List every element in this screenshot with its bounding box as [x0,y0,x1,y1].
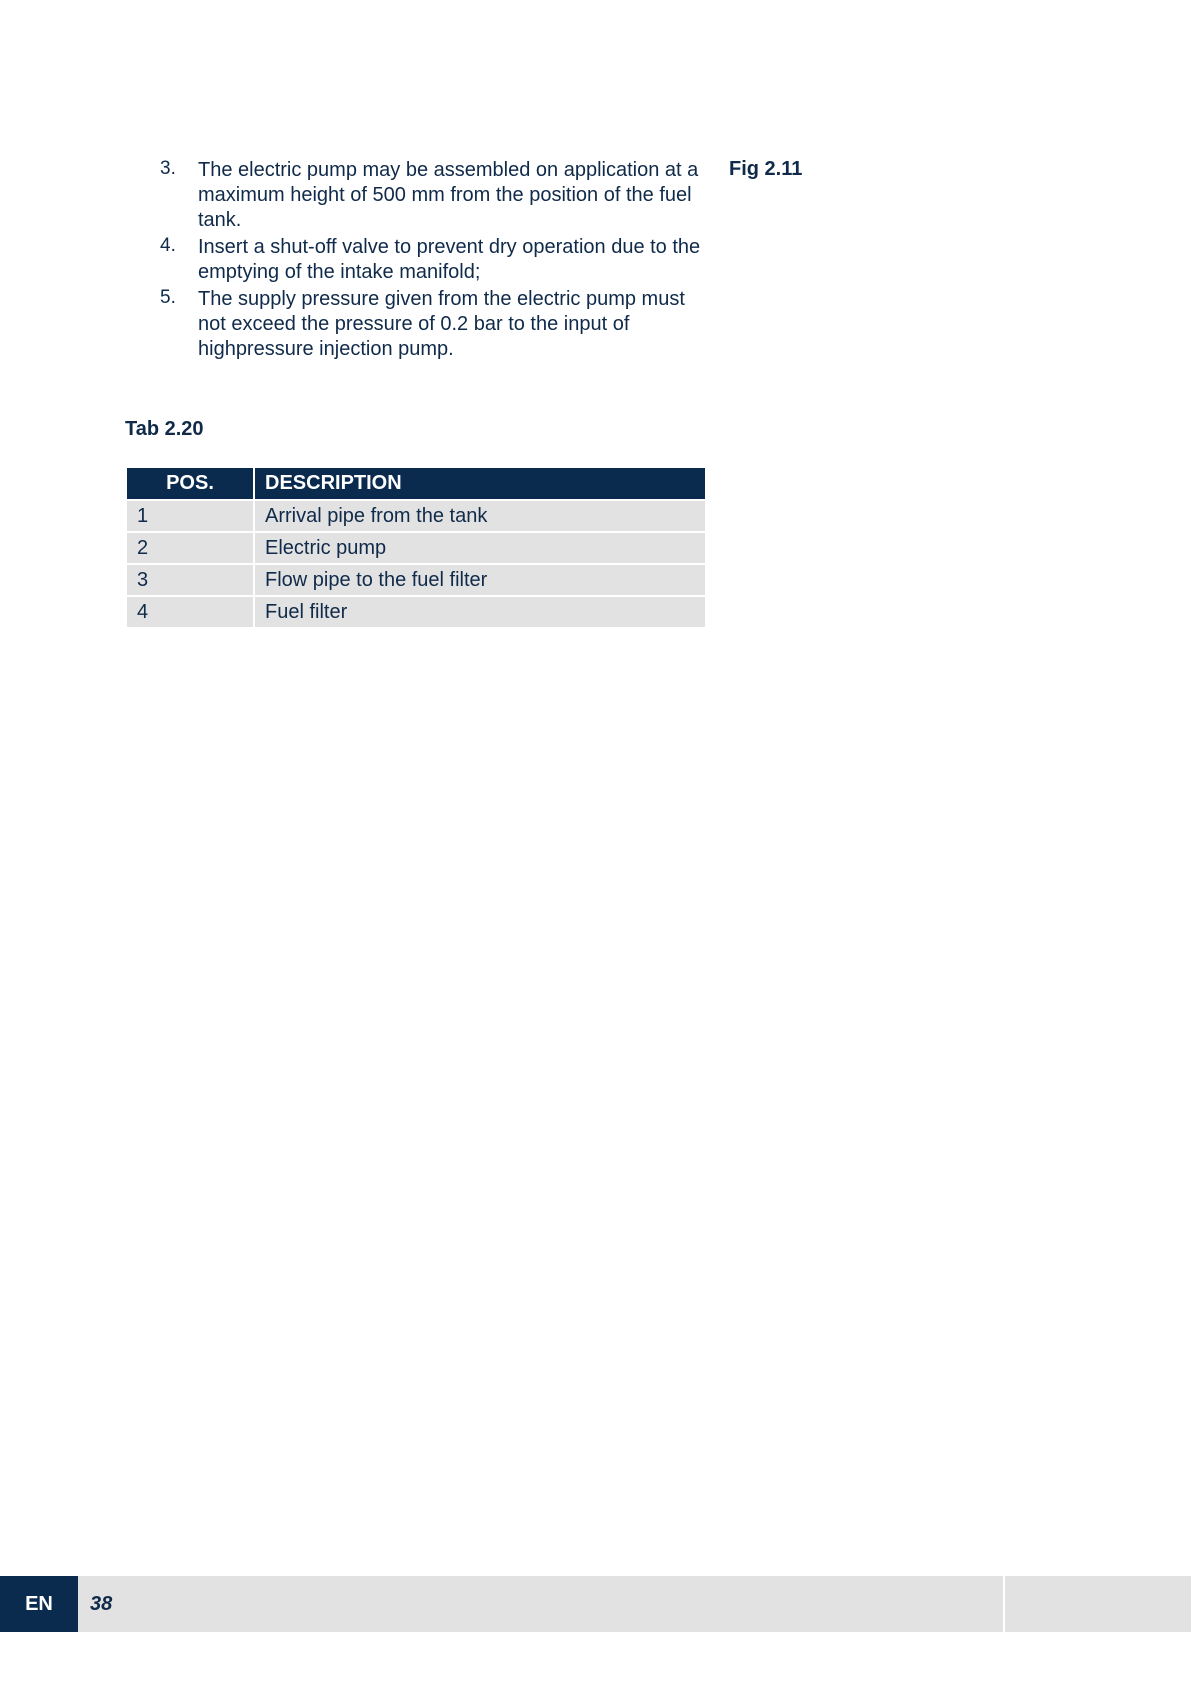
instruction-step [160,158,705,233]
table-label: Tab 2.20 [125,418,204,440]
description-cell: Fuel filter [255,597,705,627]
description-cell: Electric pump [255,533,705,563]
instruction-list [160,158,705,364]
pos-cell: 4 [127,597,253,627]
table-row [127,501,705,531]
page-number: 38 [90,1593,113,1615]
table-header-row [127,468,705,499]
step-text: The supply pressure given from the electric pump must not exceed the pressure of 0.2 bar to the input of highpressure injection pump. [198,288,685,360]
step-text: The electric pump may be assembled on application at a maximum height of 500 mm from the position of the fuel tank. [198,159,699,231]
page-footer [0,1576,1191,1632]
step-number: 3. [160,158,176,179]
instruction-step [160,287,705,362]
step-number: 5. [160,287,176,308]
table-row [127,565,705,595]
pos-cell: 3 [127,565,253,595]
pos-cell: 1 [127,501,253,531]
description-cell: Arrival pipe from the tank [255,501,705,531]
table-row [127,597,705,627]
figure-label: Fig 2.11 [729,158,803,180]
step-text: Insert a shut-off valve to prevent dry operation due to the emptying of the intake manifold; [198,236,701,283]
pos-column-header: POS. [127,468,253,499]
instruction-step [160,235,705,285]
language-badge: EN [0,1576,78,1632]
description-table [125,466,707,629]
table-row [127,533,705,563]
pos-cell: 2 [127,533,253,563]
description-cell: Flow pipe to the fuel filter [255,565,705,595]
footer-divider [1003,1576,1005,1632]
step-number: 4. [160,235,176,256]
description-column-header: DESCRIPTION [255,468,705,499]
